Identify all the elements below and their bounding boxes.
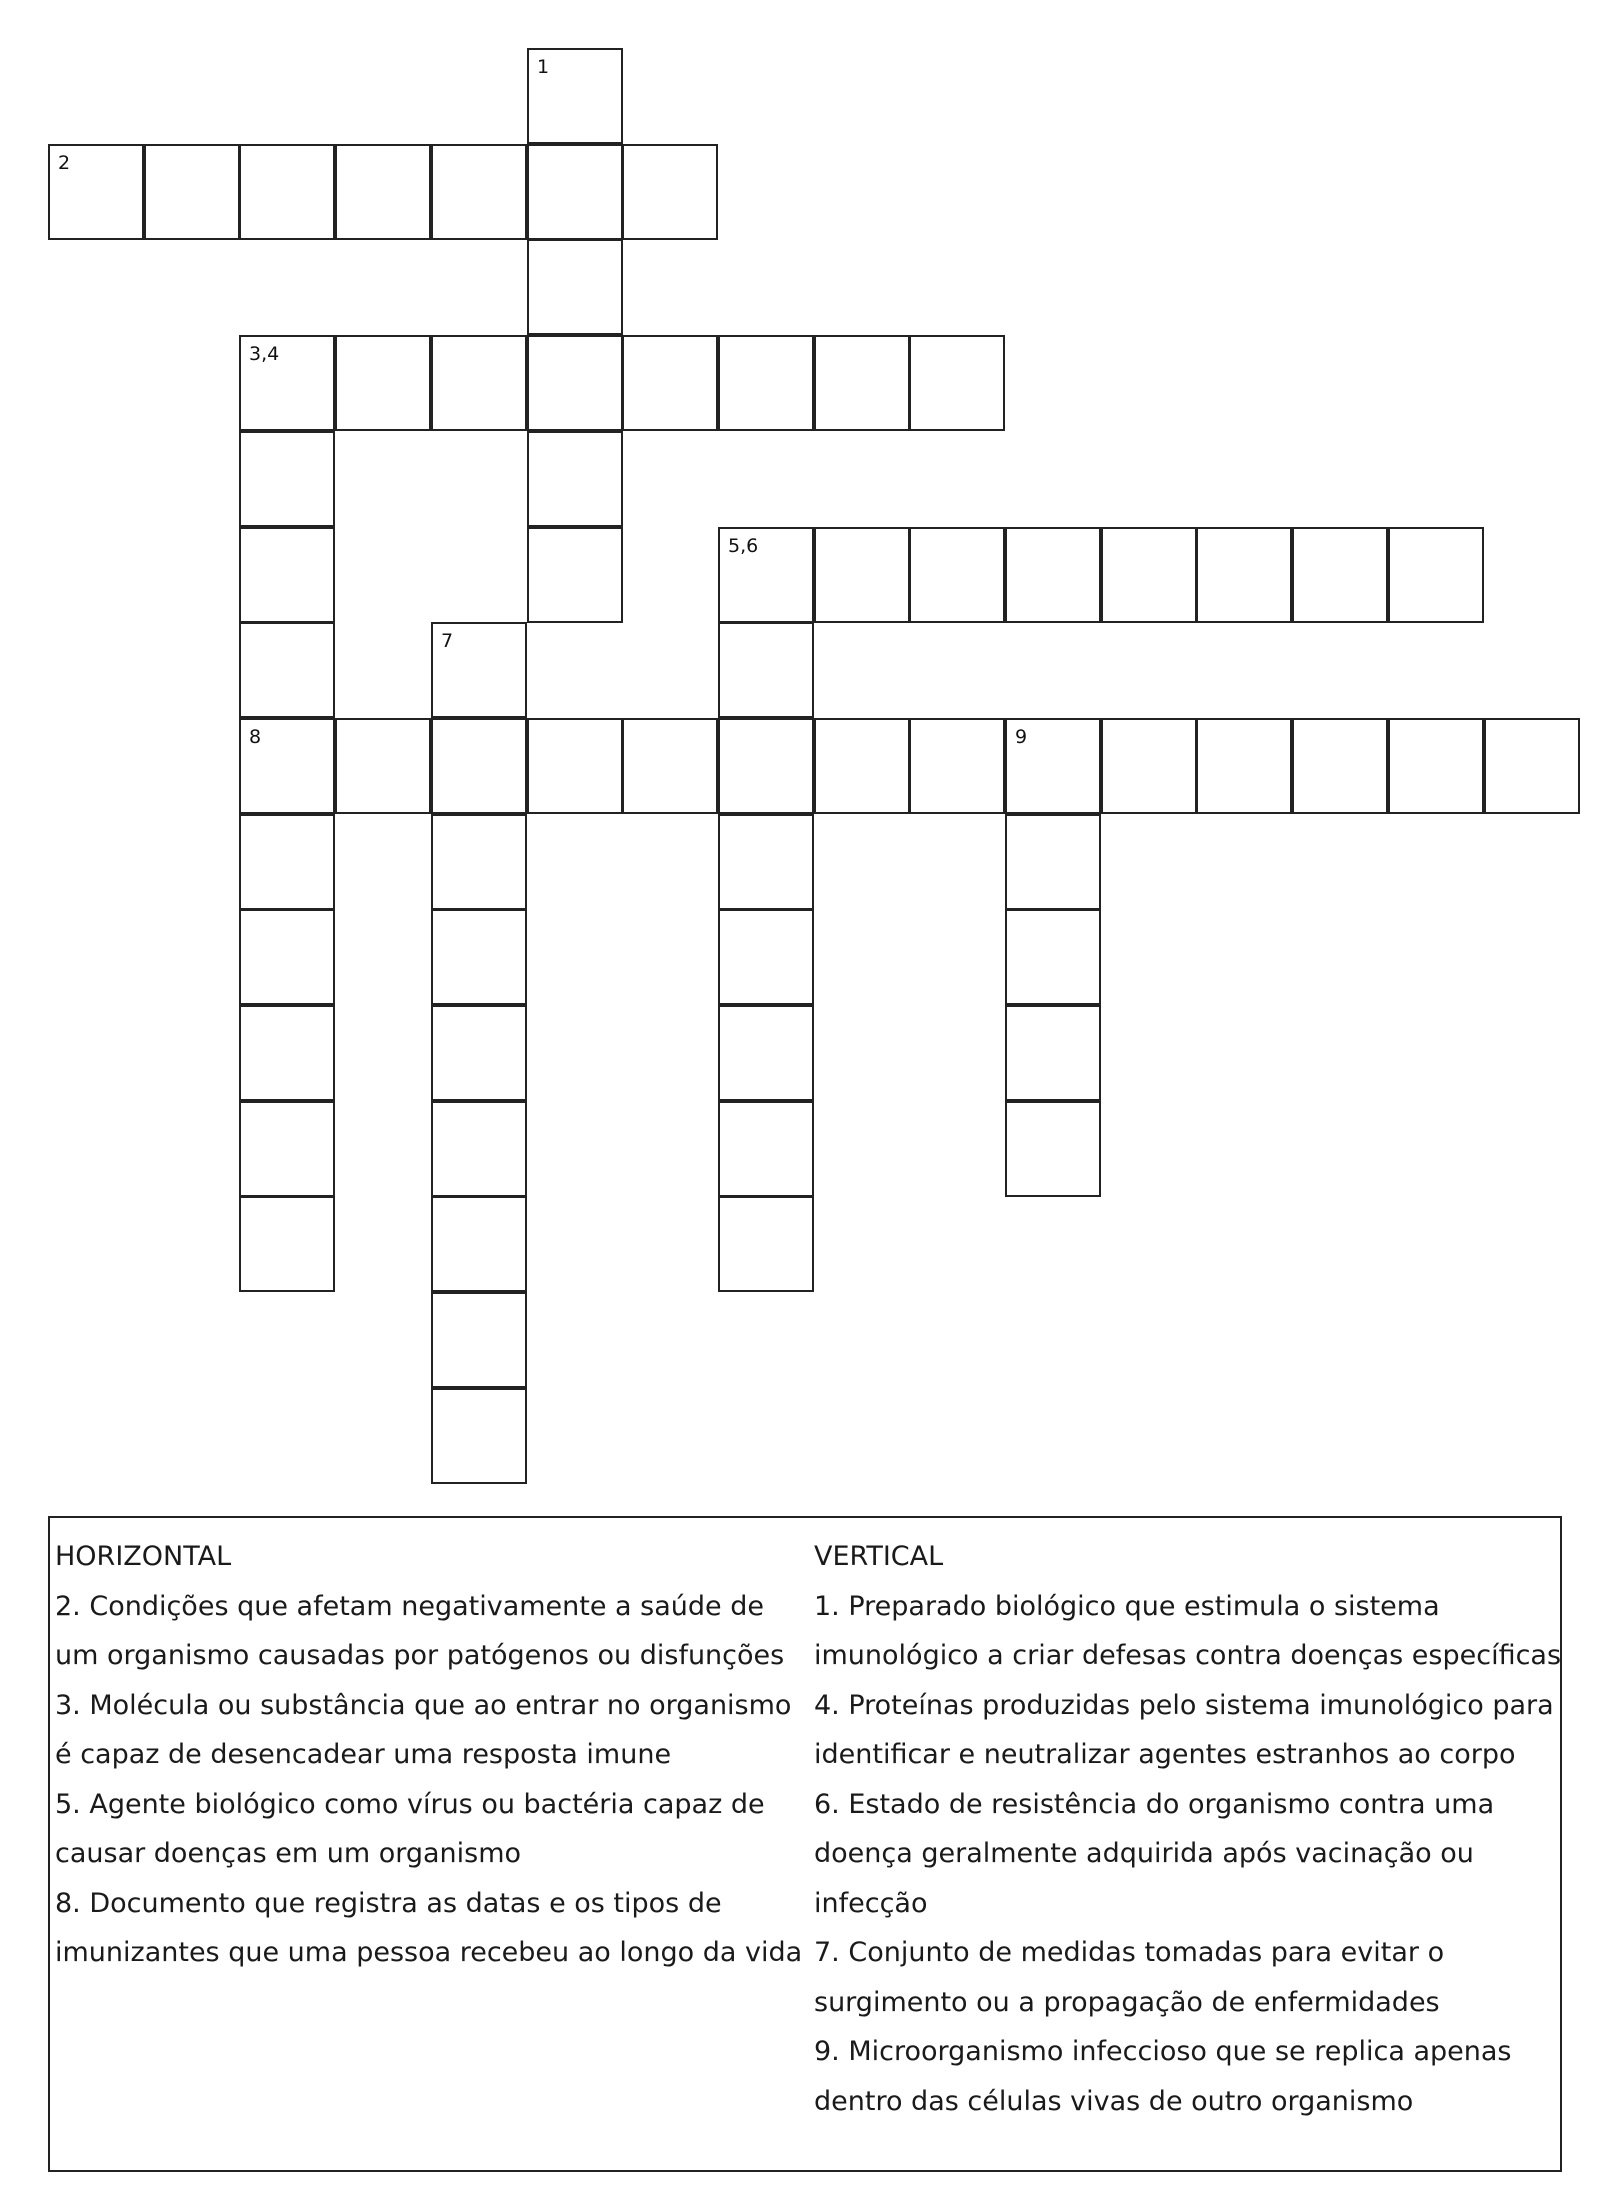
letter-input[interactable] [433,624,525,716]
letter-input[interactable] [529,720,621,812]
letter-input[interactable] [720,529,812,621]
grid-cell[interactable] [431,1292,527,1388]
clue-text: 6. Estado de resistência do organismo contra uma [814,1788,1495,1820]
letter-input[interactable] [1390,529,1482,621]
clue-text: um organismo causadas por patógenos ou disfunções [55,1640,785,1671]
letter-input[interactable] [337,720,429,812]
grid-cell[interactable] [1196,527,1292,623]
clue-item [814,2027,1562,2126]
letter-input[interactable] [433,720,525,812]
grid-cell[interactable] [1101,527,1197,623]
letter-input[interactable] [1103,529,1195,621]
grid-cell[interactable] [814,335,910,431]
clue-text: 7. Conjunto de medidas tomadas para evitar o [814,1937,1445,1968]
clue-number: 5,6 [728,535,759,557]
letter-input[interactable] [1007,911,1099,1003]
letter-input[interactable] [720,911,812,1003]
letter-input[interactable] [529,337,621,429]
clue-item [814,1681,1562,1780]
letter-input[interactable] [433,911,525,1003]
clue-text: imunológico a criar defesas contra doenças específicas [814,1640,1562,1671]
grid-cell[interactable] [1005,718,1101,814]
clue-text: é capaz de desencadear uma resposta imune [55,1739,672,1770]
letter-input[interactable] [1007,816,1099,908]
grid-cell[interactable] [239,431,335,527]
letter-input[interactable] [624,337,716,429]
grid-cell[interactable] [622,718,718,814]
grid-cell[interactable] [527,239,623,335]
grid-cell[interactable] [1388,527,1484,623]
letter-input[interactable] [241,529,333,621]
letter-input[interactable] [433,1198,525,1290]
grid-cell[interactable] [335,718,431,814]
clue-item [814,1780,1562,1929]
grid-cell[interactable] [909,527,1005,623]
grid-cell[interactable] [718,814,814,910]
letter-input[interactable] [1390,720,1482,812]
grid-cell[interactable] [718,1005,814,1101]
grid-cell[interactable] [431,622,527,718]
grid-cell[interactable] [431,1388,527,1484]
vertical-clues [814,1532,1562,2126]
letter-input[interactable] [624,720,716,812]
horizontal-clues [55,1532,807,1978]
grid-cell[interactable] [718,909,814,1005]
grid-cell[interactable] [1101,718,1197,814]
grid-cell[interactable] [527,335,623,431]
letter-input[interactable] [241,146,333,238]
grid-cell[interactable] [239,718,335,814]
clue-number: 1 [537,56,550,78]
grid-cell[interactable] [527,527,623,623]
letter-input[interactable] [529,50,621,142]
letter-input[interactable] [720,720,812,812]
clue-item [55,1582,807,1681]
grid-cell[interactable] [431,335,527,431]
grid-cell[interactable] [1292,527,1388,623]
grid-cell[interactable] [1005,1101,1101,1197]
grid-cell[interactable] [239,1005,335,1101]
letter-input[interactable] [529,241,621,333]
clue-item [55,1681,807,1780]
clue-text: infecção [814,1887,928,1919]
grid-cell[interactable] [239,622,335,718]
clue-item [55,1879,807,1978]
letter-input[interactable] [1007,1007,1099,1099]
grid-cell[interactable] [1005,1005,1101,1101]
letter-input[interactable] [529,433,621,525]
clue-number: 9 [1015,726,1028,748]
clue-text: identificar e neutralizar agentes estranhos ao corpo [814,1739,1516,1770]
grid-cell[interactable] [718,718,814,814]
letter-input[interactable] [433,146,525,238]
letter-input[interactable] [241,1198,333,1290]
letter-input[interactable] [50,146,142,238]
grid-cell[interactable] [527,48,623,144]
letter-input[interactable] [911,337,1003,429]
letter-input[interactable] [720,1198,812,1290]
grid-cell[interactable] [431,1196,527,1292]
grid-cell[interactable] [48,144,144,240]
letter-input[interactable] [1007,720,1099,812]
letter-input[interactable] [433,1294,525,1386]
grid-cell[interactable] [239,335,335,431]
letter-input[interactable] [816,720,908,812]
grid-cell[interactable] [814,718,910,814]
clue-text: doença geralmente adquirida após vacinação ou [814,1838,1474,1869]
grid-cell[interactable] [527,431,623,527]
clue-text: 9. Microorganismo infeccioso que se replica apenas [814,2036,1512,2067]
grid-cell[interactable] [527,718,623,814]
clue-text: 3. Molécula ou substância que ao entrar no organismo [55,1689,792,1721]
grid-cell[interactable] [1005,909,1101,1005]
letter-input[interactable] [624,146,716,238]
letter-input[interactable] [720,337,812,429]
clue-text: causar doenças em um organismo [55,1838,522,1869]
letter-input[interactable] [720,624,812,716]
clue-number: 8 [249,726,262,748]
letter-input[interactable] [241,1103,333,1195]
clue-text: 8. Documento que registra as datas e os tipos de [55,1887,722,1919]
clue-item [814,1582,1562,1681]
grid-cell[interactable] [718,527,814,623]
letter-input[interactable] [720,1103,812,1195]
grid-cell[interactable] [239,144,335,240]
letter-input[interactable] [816,337,908,429]
grid-cell[interactable] [909,718,1005,814]
letter-input[interactable] [911,529,1003,621]
letter-input[interactable] [241,1007,333,1099]
grid-cell[interactable] [239,527,335,623]
letter-input[interactable] [1198,529,1290,621]
vertical-heading: VERTICAL [814,1541,944,1572]
clue-text: 5. Agente biológico como vírus ou bactéria capaz de [55,1788,765,1820]
grid-cell[interactable] [718,1196,814,1292]
clue-item [814,1928,1562,2027]
letter-input[interactable] [337,337,429,429]
grid-cell[interactable] [718,622,814,718]
letter-input[interactable] [1103,720,1195,812]
grid-cell[interactable] [239,814,335,910]
grid-cell[interactable] [718,335,814,431]
grid-cell[interactable] [622,144,718,240]
grid-cell[interactable] [1196,718,1292,814]
letter-input[interactable] [241,433,333,525]
grid-cell[interactable] [622,335,718,431]
grid-cell[interactable] [239,1196,335,1292]
grid-cell[interactable] [431,1005,527,1101]
letter-input[interactable] [720,1007,812,1099]
grid-cell[interactable] [1484,718,1580,814]
letter-input[interactable] [433,1390,525,1482]
grid-cell[interactable] [431,814,527,910]
letter-input[interactable] [529,146,621,238]
grid-cell[interactable] [335,335,431,431]
letter-input[interactable] [241,337,333,429]
grid-cell[interactable] [527,144,623,240]
grid-cell[interactable] [431,144,527,240]
letter-input[interactable] [529,529,621,621]
clue-text: 1. Preparado biológico que estimula o sistema [814,1590,1440,1622]
grid-cell[interactable] [1005,814,1101,910]
clue-number: 7 [441,630,454,652]
grid-cell[interactable] [335,144,431,240]
letter-input[interactable] [241,624,333,716]
grid-cell[interactable] [909,335,1005,431]
clues-box [48,1516,1562,2172]
letter-input[interactable] [1486,720,1578,812]
letter-input[interactable] [433,1007,525,1099]
letter-input[interactable] [337,146,429,238]
grid-cell[interactable] [1388,718,1484,814]
letter-input[interactable] [911,720,1003,812]
letter-input[interactable] [816,529,908,621]
letter-input[interactable] [720,816,812,908]
letter-input[interactable] [433,816,525,908]
grid-cell[interactable] [144,144,240,240]
clue-number: 3,4 [249,343,280,365]
letter-input[interactable] [1294,720,1386,812]
letter-input[interactable] [433,1103,525,1195]
grid-cell[interactable] [431,1101,527,1197]
grid-cell[interactable] [239,1101,335,1197]
grid-cell[interactable] [431,909,527,1005]
grid-cell[interactable] [814,527,910,623]
clue-text: dentro das células vivas de outro organismo [814,2085,1414,2117]
letter-input[interactable] [1007,1103,1099,1195]
clue-item [55,1780,807,1879]
clue-text: surgimento ou a propagação de enfermidades [814,1986,1440,2018]
clue-text: imunizantes que uma pessoa recebeu ao longo da vida [55,1937,803,1968]
grid-cell[interactable] [1292,718,1388,814]
letter-input[interactable] [433,337,525,429]
letter-input[interactable] [146,146,238,238]
grid-cell[interactable] [239,909,335,1005]
grid-cell[interactable] [718,1101,814,1197]
clue-number: 2 [58,152,71,174]
letter-input[interactable] [1294,529,1386,621]
grid-cell[interactable] [431,718,527,814]
letter-input[interactable] [241,816,333,908]
letter-input[interactable] [1007,529,1099,621]
clue-text: 2. Condições que afetam negativamente a saúde de [55,1590,764,1622]
clue-text: 4. Proteínas produzidas pelo sistema imunológico para [814,1689,1554,1721]
horizontal-heading: HORIZONTAL [55,1541,232,1572]
letter-input[interactable] [241,720,333,812]
grid-cell[interactable] [1005,527,1101,623]
letter-input[interactable] [1198,720,1290,812]
letter-input[interactable] [241,911,333,1003]
